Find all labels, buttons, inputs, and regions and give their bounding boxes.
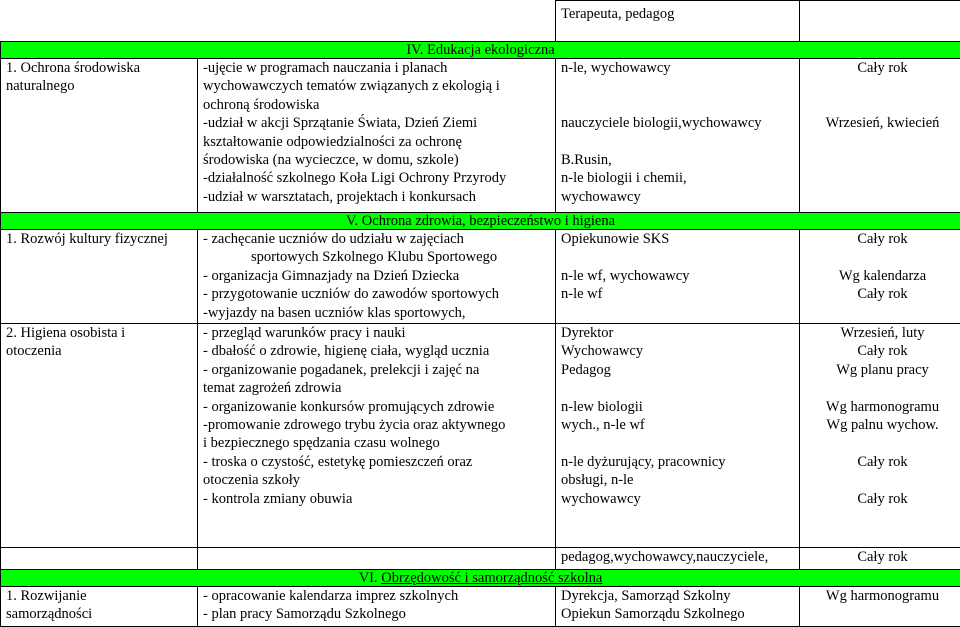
task-line: otoczenia szkoły	[203, 471, 555, 489]
responsible-line: n-le wf	[561, 285, 799, 303]
topic-line: samorządności	[6, 605, 197, 623]
responsible-line: nauczyciele biologii,wychowawcy	[561, 114, 799, 132]
responsible-cell	[556, 230, 800, 324]
task-line: -udział w akcji Sprzątanie Świata, Dzień Ziemi	[203, 114, 555, 132]
header-role-cell	[556, 1, 800, 42]
topic-line: naturalnego	[6, 77, 197, 95]
header-row	[1, 1, 960, 42]
timing-cell	[800, 230, 960, 324]
timing-line: Cały rok	[805, 548, 960, 566]
task-line: ochroną środowiska	[203, 96, 555, 114]
task-line: - kontrola zmiany obuwia	[203, 490, 555, 508]
topic-line: 2. Higiena osobista i	[6, 324, 197, 342]
section-vi-header	[1, 570, 960, 587]
responsible-line: Dyrekcja, Samorząd Szkolny	[561, 587, 799, 605]
responsible-line: Pedagog	[561, 361, 799, 379]
responsible-line: Opiekun Samorządu Szkolnego	[561, 605, 799, 623]
row-higiena	[1, 324, 960, 548]
task-line: -działalność szkolnego Koła Ligi Ochrony Przyrody	[203, 169, 555, 187]
responsible-line: n-le, wychowawcy	[561, 59, 799, 77]
task-line: - opracowanie kalendarza imprez szkolnych	[203, 587, 555, 605]
timing-line: Wrzesień, kwiecień	[805, 114, 960, 132]
task-line: -udział w warsztatach, projektach i konkursach	[203, 188, 555, 206]
timing-line: Wg harmonogramu	[805, 587, 960, 605]
responsible-line: n-le biologii i chemii,	[561, 169, 799, 187]
section-v-header	[1, 213, 960, 230]
responsible-line: wychowawcy	[561, 188, 799, 206]
topic-line: 1. Rozwijanie	[6, 587, 197, 605]
responsible-cell	[556, 324, 800, 548]
task-line: -ujęcie w programach nauczania i planach	[203, 59, 555, 77]
task-line: - plan pracy Samorządu Szkolnego	[203, 605, 555, 623]
topic-cell	[1, 59, 198, 213]
task-line: - zachęcanie uczniów do udziału w zajęciach	[203, 230, 555, 248]
topic-line: 1. Ochrona środowiska	[6, 59, 197, 77]
tasks-cell	[198, 230, 556, 324]
topic-line: otoczenia	[6, 342, 197, 360]
responsible-line: n-le dyżurujący, pracownicy	[561, 453, 799, 471]
timing-line: Wrzesień, luty	[805, 324, 960, 342]
timing-line: Cały rok	[805, 490, 960, 508]
task-line: - organizowanie konkursów promujących zdrowie	[203, 398, 555, 416]
task-line: - przygotowanie uczniów do zawodów sportowych	[203, 285, 555, 303]
section-iv-title: IV. Edukacja ekologiczna	[1, 42, 960, 59]
task-line: - troska o czystość, estetykę pomieszczeń oraz	[203, 453, 555, 471]
timing-cell	[800, 324, 960, 548]
header-empty-cell	[800, 1, 960, 42]
section-vi-name: Obrzędowość i samorządność szkolna	[381, 570, 602, 586]
task-line: wychowawczych tematów związanych z ekologią i	[203, 77, 555, 95]
responsible-line: Wychowawcy	[561, 342, 799, 360]
topic-cell	[1, 324, 198, 548]
responsible-line: wychowawcy	[561, 490, 799, 508]
timing-line: Wg harmonogramu	[805, 398, 960, 416]
task-line: -wyjazdy na basen uczniów klas sportowych,	[203, 304, 555, 322]
header-role: Terapeuta, pedagog	[561, 6, 674, 22]
responsible-line: pedagog,wychowawcy,nauczyciele,	[561, 548, 799, 566]
topic-cell	[1, 230, 198, 324]
task-line: i bezpiecznego spędzania czasu wolnego	[203, 434, 555, 452]
timing-cell	[800, 59, 960, 213]
task-line: - organizowanie pogadanek, prelekcji i zajęć na	[203, 361, 555, 379]
section-vi-prefix: VI.	[359, 570, 382, 586]
tasks-cell	[198, 324, 556, 548]
row-spacer	[1, 548, 960, 570]
responsible-line: n-le wf, wychowawcy	[561, 267, 799, 285]
timing-line: Cały rok	[805, 453, 960, 471]
row-samorzadnosc	[1, 587, 960, 627]
timing-line: Cały rok	[805, 59, 960, 77]
responsible-line: wych., n-le wf	[561, 416, 799, 434]
timing-line: Cały rok	[805, 230, 960, 248]
task-line: - dbałość o zdrowie, higienę ciała, wygląd ucznia	[203, 342, 555, 360]
timing-line: Wg kalendarza	[805, 267, 960, 285]
tasks-cell	[198, 587, 556, 627]
section-vi-title	[1, 570, 960, 587]
task-line: -promowanie zdrowego trybu życia oraz aktywnego	[203, 416, 555, 434]
responsible-line: B.Rusin,	[561, 151, 799, 169]
responsible-cell	[556, 59, 800, 213]
task-line: - organizacja Gimnazjady na Dzień Dziecka	[203, 267, 555, 285]
timing-line: Wg planu pracy	[805, 361, 960, 379]
timing-cell	[800, 587, 960, 627]
responsible-line: Opiekunowie SKS	[561, 230, 799, 248]
section-v-title: V. Ochrona zdrowia, bezpieczeństwo i higiena	[1, 213, 960, 230]
tasks-cell	[198, 59, 556, 213]
timing-line: Cały rok	[805, 342, 960, 360]
responsible-cell	[556, 548, 800, 570]
row-ochrona-srodowiska	[1, 59, 960, 213]
topic-line: 1. Rozwój kultury fizycznej	[6, 230, 197, 248]
responsible-cell	[556, 587, 800, 627]
task-line: sportowych Szkolnego Klubu Sportowego	[203, 248, 555, 266]
responsible-line: Dyrektor	[561, 324, 799, 342]
task-line: kształtowanie odpowiedzialności za ochronę	[203, 133, 555, 151]
timing-line: Cały rok	[805, 285, 960, 303]
timing-line: Wg palnu wychow.	[805, 416, 960, 434]
task-line: - przegląd warunków pracy i nauki	[203, 324, 555, 342]
timing-cell	[800, 548, 960, 570]
responsible-line: obsługi, n-le	[561, 471, 799, 489]
task-line: środowiska (na wycieczce, w domu, szkole)	[203, 151, 555, 169]
task-line: temat zagrożeń zdrowia	[203, 379, 555, 397]
topic-cell	[1, 587, 198, 627]
section-iv-header	[1, 42, 960, 59]
responsible-line: n-lew biologii	[561, 398, 799, 416]
row-kultura-fizyczna	[1, 230, 960, 324]
